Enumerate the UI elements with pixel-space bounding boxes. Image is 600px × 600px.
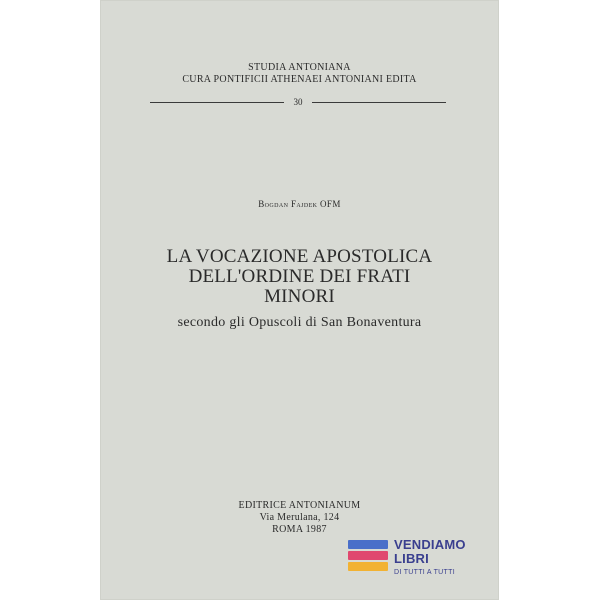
stripe-pink <box>348 551 388 560</box>
watermark-brand-line-1: VENDIAMO <box>394 537 466 552</box>
publisher-block <box>100 500 499 536</box>
vendiamo-libri-watermark <box>348 538 488 588</box>
book-cover <box>100 0 499 600</box>
series-number: 30 <box>293 97 303 107</box>
series-rule <box>150 97 446 107</box>
series-title: STUDIA ANTONIANA <box>248 62 351 73</box>
title-block <box>100 247 499 331</box>
author-name: Bogdan Fajdek OFM <box>258 199 341 209</box>
title-line-2: DELL'ORDINE DEI FRATI <box>188 266 411 287</box>
publisher-name: EDITRICE ANTONIANUM <box>238 500 361 511</box>
series-subtitle: CURA PONTIFICII ATHENAEI ANTONIANI EDITA <box>182 74 417 85</box>
subtitle: secondo gli Opuscoli di San Bonaventura <box>177 315 422 330</box>
watermark-tagline: DI TUTTI A TUTTI <box>394 569 455 576</box>
watermark-brand-line-2: LIBRI <box>394 551 429 566</box>
publisher-city-year: ROMA 1987 <box>272 524 327 535</box>
title-line-3: MINORI <box>264 286 335 307</box>
book-stack-icon <box>348 540 388 582</box>
stripe-blue <box>348 540 388 549</box>
title-line-1: LA VOCAZIONE APOSTOLICA <box>166 246 433 267</box>
watermark-text <box>394 538 466 577</box>
series-header <box>100 62 499 86</box>
stripe-yellow <box>348 562 388 571</box>
publisher-address: Via Merulana, 124 <box>259 512 340 523</box>
rule-right <box>312 102 446 103</box>
rule-left <box>150 102 284 103</box>
